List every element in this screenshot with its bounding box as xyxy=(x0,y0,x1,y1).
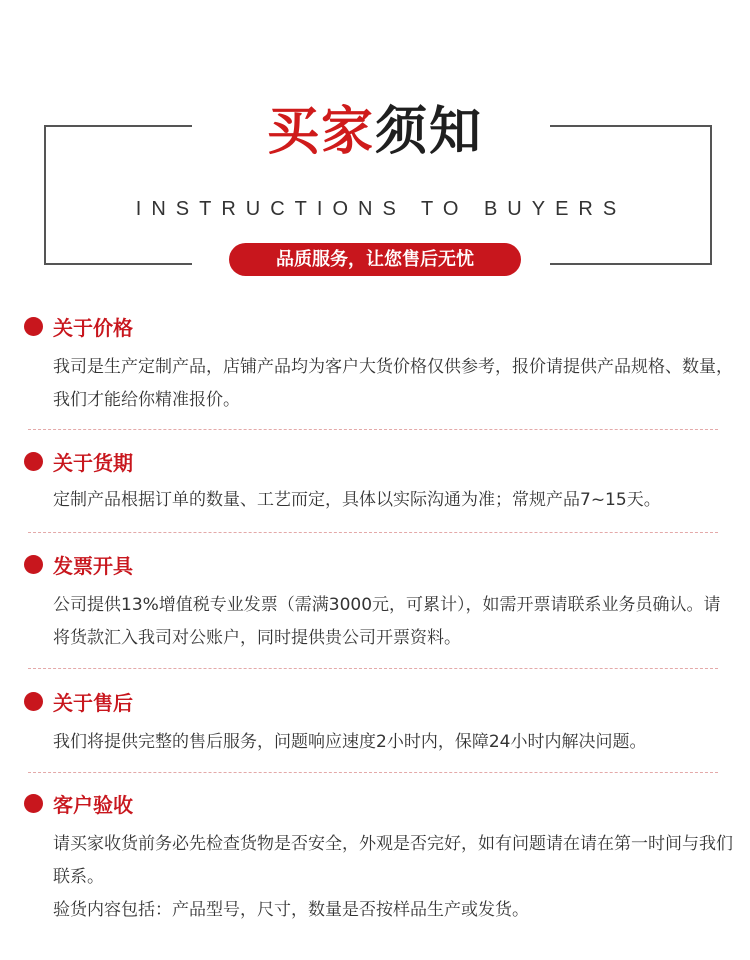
section-header xyxy=(24,551,133,577)
section-header xyxy=(24,448,133,474)
bullet-dot-icon xyxy=(24,692,43,711)
section-title: 发票开具 xyxy=(53,553,133,578)
section-divider xyxy=(28,532,718,533)
title-dark-part: 须知 xyxy=(375,102,484,162)
title-red-part: 买家 xyxy=(266,102,375,162)
service-badge: 品质服务，让您售后无忧 xyxy=(229,243,521,276)
bullet-dot-icon xyxy=(24,317,43,336)
page-subtitle: INSTRUCTIONS TO BUYERS xyxy=(135,198,627,220)
section-title: 关于货期 xyxy=(53,450,133,475)
section-paragraph: 请买家收货前务必先检查货物是否安全，外观是否完好，如有问题请在请在第一时间与我们联系。 xyxy=(53,834,733,887)
section-title: 关于售后 xyxy=(53,690,133,715)
section-title: 关于价格 xyxy=(53,315,133,340)
bullet-dot-icon xyxy=(24,794,43,813)
section-body xyxy=(53,484,733,517)
page-title xyxy=(0,100,750,164)
section-header xyxy=(24,688,133,714)
section-body xyxy=(53,589,733,655)
section-body xyxy=(53,726,733,759)
section-header xyxy=(24,790,133,816)
section-body xyxy=(53,351,733,417)
section-paragraph: 公司提供13%增值税专业发票（需满3000元，可累计），如需开票请联系业务员确认。请将货款汇入我司对公账户，同时提供贵公司开票资料。 xyxy=(53,595,721,648)
section-divider xyxy=(28,429,718,430)
section-title: 客户验收 xyxy=(53,792,133,817)
section-header xyxy=(24,313,133,339)
section-divider xyxy=(28,668,718,669)
section-paragraph: 我司是生产定制产品，店铺产品均为客户大货价格仅供参考，报价请提供产品规格、数量，我们才能给你精准报价。 xyxy=(53,357,733,410)
section-divider xyxy=(28,772,718,773)
section-paragraph: 定制产品根据订单的数量、工艺而定，具体以实际沟通为准；常规产品7~15天。 xyxy=(53,490,661,510)
section-paragraph: 我们将提供完整的售后服务，问题响应速度2小时内，保障24小时内解决问题。 xyxy=(53,732,647,752)
section-body xyxy=(53,828,733,927)
section-paragraph: 验货内容包括：产品型号，尺寸，数量是否按样品生产或发货。 xyxy=(53,900,529,920)
bullet-dot-icon xyxy=(24,452,43,471)
bullet-dot-icon xyxy=(24,555,43,574)
